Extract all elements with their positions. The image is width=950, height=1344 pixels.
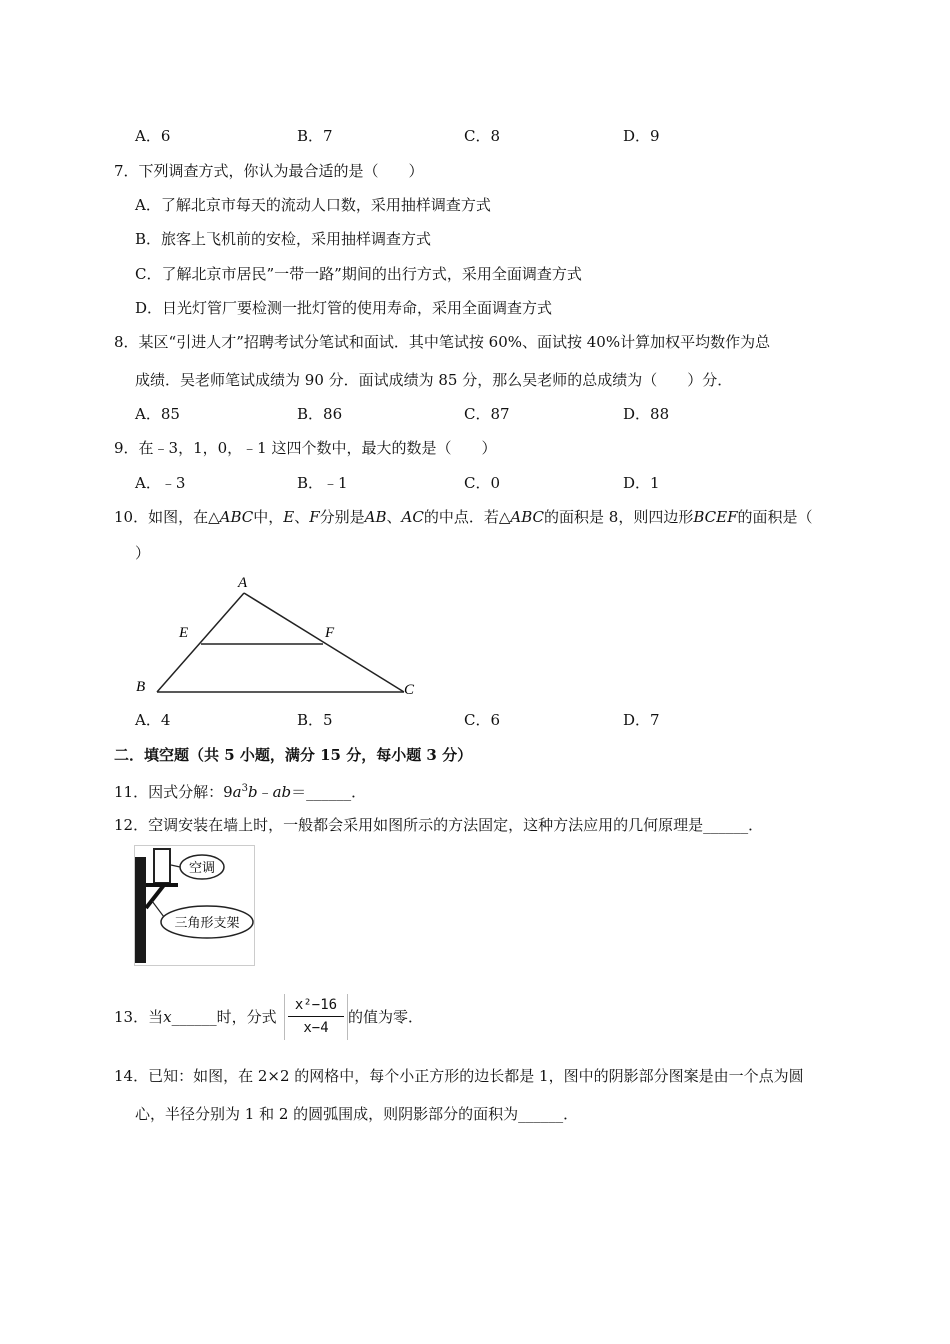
label-e: E	[179, 625, 189, 641]
q12-answer-blank[interactable]: ______	[703, 816, 749, 834]
q9-option-b: B．﹣1	[297, 474, 348, 492]
q9-option-c: C．0	[464, 474, 501, 492]
q9-option-d: D．1	[623, 474, 660, 492]
q13-stem: 13．当x______时，分式	[114, 1008, 277, 1026]
q7-option-b: B．旅客上飞机前的安检，采用抽样调查方式	[135, 230, 432, 248]
label-a: A	[238, 575, 248, 591]
label-c: C	[404, 682, 415, 698]
q6-option-b: B．7	[297, 127, 333, 145]
q6-option-a: A．6	[135, 127, 171, 145]
q10-option-c: C．6	[464, 711, 501, 729]
q7-option-a: A．了解北京市每天的流动人口数，采用抽样调查方式	[135, 196, 491, 214]
q10-triangle-figure	[132, 570, 422, 702]
q6-option-d: D．9	[623, 127, 660, 145]
section2-heading: 二．填空题（共 5 小题，满分 15 分，每小题 3 分）	[114, 746, 473, 764]
q13-stem-end: 的值为零．	[348, 1008, 424, 1026]
label-b: B	[136, 679, 146, 695]
fraction-bar	[288, 1016, 344, 1017]
q14-stem-line1: 14．已知：如图，在 2×2 的网格中，每个小正方形的边长都是 1，图中的阴影部分图案是由一个点为圆	[114, 1067, 804, 1085]
q11-stem: 11．因式分解：$9a^3b﹣ab=\_\_\_\_\_\_$．	[114, 783, 367, 801]
bracket-label: 三角形支架	[174, 915, 240, 930]
air-conditioner-unit	[154, 849, 170, 883]
side-ac	[244, 593, 404, 692]
q10-stem-line1: 10．如图，在△ABC中，E、F分别是AB、AC的中点．若△ABC的面积是 8，则四边形BCEF的面积是（	[114, 508, 813, 526]
q10-option-b: B．5	[297, 711, 333, 729]
q7-stem: 7．下列调查方式，你认为最合适的是（ ）	[114, 162, 424, 180]
fraction-denominator: x−4	[303, 1020, 329, 1036]
q10-stem-line2: ）	[135, 544, 151, 562]
q14-stem-line2: 心，半径分别为 1 和 2 的圆弧围成，则阴影部分的面积为______．	[135, 1105, 579, 1123]
label-f: F	[325, 625, 335, 641]
wall	[135, 857, 146, 963]
ac-label: 空调	[188, 860, 216, 875]
fraction-numerator: x²−16	[294, 997, 338, 1013]
q13-fraction	[284, 994, 348, 1040]
q8-stem-line2: 成绩．吴老师笔试成绩为 90 分．面试成绩为 85 分，那么吴老师的总成绩为（ ）分．	[135, 371, 733, 389]
q6-option-c: C．8	[464, 127, 501, 145]
q12-air-conditioner-figure	[134, 845, 256, 967]
q8-stem-line1: 8．某区“引进人才”招聘考试分笔试和面试．其中笔试按 60%、面试按 40%计算加权平均数作为总	[114, 333, 771, 351]
q7-option-c: C．了解北京市居民”一带一路”期间的出行方式，采用全面调查方式	[135, 265, 582, 283]
q7-option-d: D．日光灯管厂要检测一批灯管的使用寿命，采用全面调查方式	[135, 299, 553, 317]
q14-answer-blank[interactable]: ______	[518, 1105, 564, 1123]
side-ab	[157, 593, 244, 692]
q13-answer-blank[interactable]: ______	[171, 1008, 217, 1026]
q8-option-b: B．86	[297, 405, 343, 423]
q10-option-d: D．7	[623, 711, 660, 729]
q9-option-a: A．﹣3	[135, 474, 186, 492]
q10-option-a: A．4	[135, 711, 171, 729]
q11-answer-blank[interactable]: ______	[306, 783, 352, 801]
q8-option-d: D．88	[623, 405, 670, 423]
q8-option-a: A．85	[135, 405, 180, 423]
q9-stem: 9．在﹣3，1，0，﹣1 这四个数中，最大的数是（ ）	[114, 439, 497, 457]
q8-option-c: C．87	[464, 405, 510, 423]
q12-stem: 12．空调安装在墙上时，一般都会采用如图所示的方法固定，这种方法应用的几何原理是______．	[114, 816, 764, 834]
